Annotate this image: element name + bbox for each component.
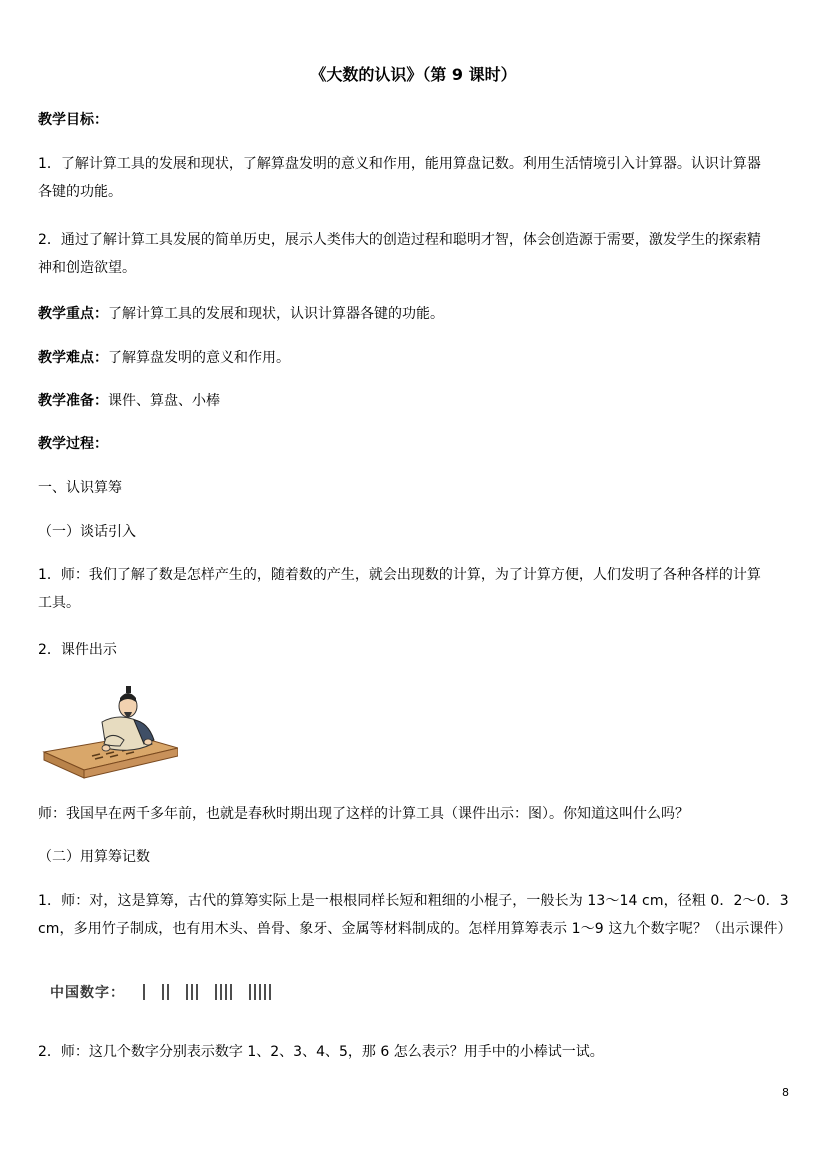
key-point-text: 了解计算工具的发展和现状，认识计算器各键的功能。 [108, 306, 444, 322]
rod-group-3 [187, 984, 197, 1000]
process-heading: 教学过程： [38, 436, 108, 452]
objective-2-line-1: 2．通过了解计算工具发展的简单历史，展示人类伟大的创造过程和聪明才智，体会创造源于需要，激发学生的探索精 [38, 232, 761, 248]
objective-1-line-1: 1．了解计算工具的发展和现状，了解算盘发明的意义和作用，能用算盘记数。利用生活情境引入计算器。认识计算器 [38, 156, 761, 172]
objective-1 [38, 150, 790, 206]
subsection-1-heading: （一）谈话引入 [38, 524, 136, 540]
paragraph-1 [38, 561, 790, 617]
page-title: 《大数的认识》（第 9 课时） [310, 65, 517, 84]
objectives-heading: 教学目标： [38, 112, 108, 128]
paragraph-1-line-2: 工具。 [38, 595, 80, 611]
rods-label: 中国数字： [50, 985, 125, 1001]
key-point [38, 300, 790, 328]
rod-group-2 [163, 984, 168, 1000]
counting-rods-figure [40, 978, 300, 1008]
paragraph-4 [38, 887, 790, 943]
paragraph-5: 2．师：这几个数字分别表示数字 1、2、3、4、5，那 6 怎么表示？用手中的小棒试一试。 [38, 1044, 604, 1060]
ancient-scholar-illustration [40, 682, 178, 784]
counting-rods [136, 982, 300, 1004]
preparation-label: 教学准备： [38, 393, 108, 409]
paragraph-2: 2．课件出示 [38, 642, 117, 658]
objective-1-line-2: 各键的功能。 [38, 184, 122, 200]
difficulty [38, 344, 790, 372]
page-number: 8 [782, 1086, 789, 1099]
objective-2 [38, 226, 790, 282]
rod-group-5 [250, 984, 270, 1000]
paragraph-1-line-1: 1．师：我们了解了数是怎样产生的，随着数的产生，就会出现数的计算，为了计算方便，人们发明了各种各样的计算 [38, 567, 761, 583]
difficulty-label: 教学难点： [38, 350, 108, 366]
paragraph-4-line-2: cm，多用竹子制成，也有用木头、兽骨、象牙、金属等材料制成的。怎样用算筹表示 1～9 这九个数字呢？（出示课件） [38, 921, 792, 937]
rod-group-4 [216, 984, 231, 1000]
paragraph-3: 师：我国早在两千多年前，也就是春秋时期出现了这样的计算工具（课件出示：图）。你知道这叫什么吗？ [38, 806, 689, 822]
preparation [38, 387, 790, 415]
subsection-2-heading: （二）用算筹记数 [38, 849, 150, 865]
preparation-text: 课件、算盘、小棒 [108, 393, 220, 409]
section-1-heading: 一、认识算筹 [38, 480, 122, 496]
paragraph-4-line-1: 1．师：对，这是算筹，古代的算筹实际上是一根根同样长短和粗细的小棍子，一般长为 13～14 cm，径粗 0．2～0．3 [38, 893, 789, 909]
difficulty-text: 了解算盘发明的意义和作用。 [108, 350, 290, 366]
objective-2-line-2: 神和创造欲望。 [38, 260, 136, 276]
key-point-label: 教学重点： [38, 306, 108, 322]
